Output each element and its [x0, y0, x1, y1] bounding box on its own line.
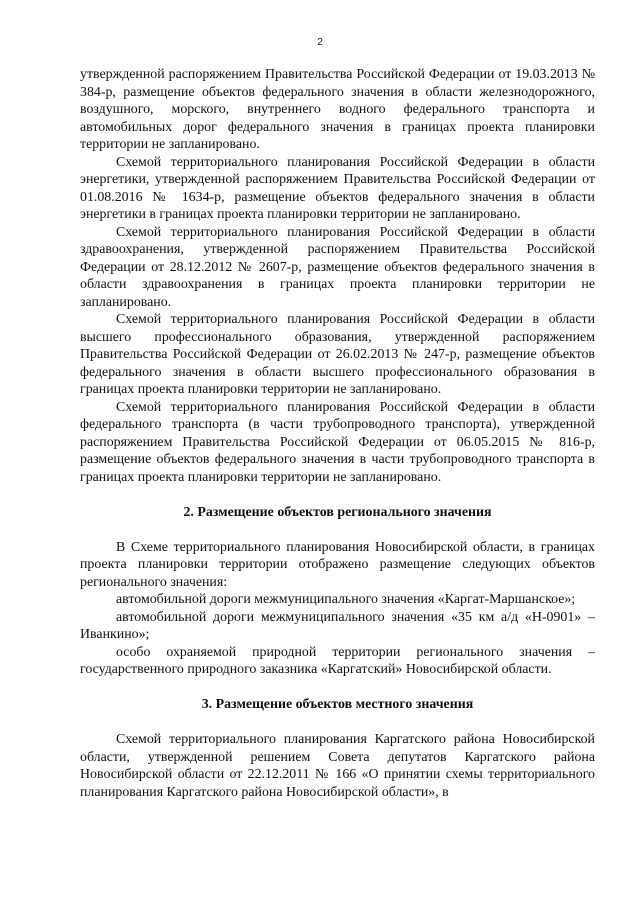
- federal-paragraph-energy: Схемой территориального планирования Российской Федерации в области энергетики, утвержденной распоряжением Правительства Российской Федерации от 01.08.2016 № 1634-р, размещение объектов федерального значения в области энергетики в границах проекта планировки территории не запланировано.: [80, 154, 595, 222]
- federal-paragraph-continuation: утвержденной распоряжением Правительства Российской Федерации от 19.03.2013 № 384-р, размещение объектов федерального значения в области железнодорожного, воздушного, морского, внутреннего водного федерального транспорта и автомобильных дорог федерального значения в границах проекта планировки территории не запланировано.: [80, 67, 595, 152]
- regional-item-reserve: особо охраняемой природной территории регионального значения – государственного природного заказника «Каргатский» Новосибирской области.: [80, 644, 595, 677]
- regional-intro: В Схеме территориального планирования Новосибирской области, в границах проекта планировки территории отображено размещение следующих объектов регионального значения:: [80, 539, 595, 590]
- regional-item-road-kargat: автомобильной дороги межмуниципального значения «Каргат-Маршанское»;: [116, 592, 576, 607]
- federal-paragraph-pipeline: Схемой территориального планирования Российской Федерации в области федерального транспорта (в части трубопроводного транспорта), утвержденной распоряжением Правительства Российской Федерации от 06.05.2015 № 816-р, размещение объектов федерального значения в части трубопроводного транспорта в границах проекта планировки территории не запланировано.: [80, 399, 595, 485]
- federal-paragraph-healthcare: Схемой территориального планирования Российской Федерации в области здравоохранения, утвержденной распоряжением Правительства Российской Федерации от 28.12.2012 № 2607-р, размещение объектов федерального значения в области здравоохранения в границах проекта планировки территории не запланировано.: [80, 224, 595, 310]
- local-intro: Схемой территориального планирования Каргатского района Новосибирской области, утвержденной решением Совета депутатов Каргатского района Новосибирской области от 22.12.2011 № 166 «О принятии схемы территориального планирования Каргатского района Новосибирской области», в: [80, 732, 595, 800]
- regional-item-road-ivankino: автомобильной дороги межмуниципального значения «35 км а/д «Н-0901» – Иванкино»;: [80, 609, 595, 642]
- document-body: [80, 66, 595, 801]
- section-heading-local: 3. Размещение объектов местного значения: [201, 697, 474, 712]
- federal-paragraph-education: Схемой территориального планирования Российской Федерации в области высшего профессионального образования, утвержденной распоряжением Правительства Российской Федерации от 26.02.2013 № 247-р, размещение объектов федерального значения в области высшего профессионального образования в границах проекта планировки территории не запланировано.: [80, 312, 595, 397]
- section-heading-regional: 2. Размещение объектов регионального значения: [183, 504, 492, 520]
- page-number: 2: [317, 37, 323, 48]
